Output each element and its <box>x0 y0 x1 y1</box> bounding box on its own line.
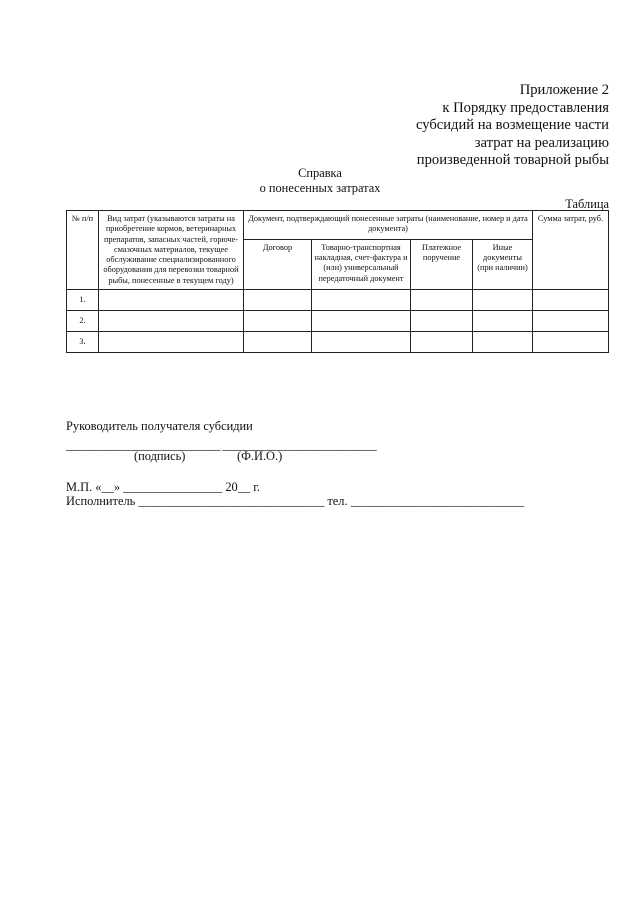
table-cell <box>312 332 411 353</box>
costs-table <box>66 210 609 353</box>
table-cell <box>473 290 533 311</box>
row-number: 3. <box>67 332 99 353</box>
header-document: Документ, подтверждающий понесенные затраты (наименование, номер и дата документа) <box>244 211 533 240</box>
table-cell <box>99 290 244 311</box>
sign-caption: (подпись) <box>134 449 186 463</box>
table-cell <box>533 332 609 353</box>
table-label: Таблица <box>565 197 609 211</box>
signature-line: ___________________________ ___________________________ <box>66 438 377 452</box>
table-cell <box>244 332 312 353</box>
table-row <box>67 290 609 311</box>
table-cell <box>312 290 411 311</box>
header-other: Иные документы (при наличии) <box>473 239 533 289</box>
phone-label: тел. <box>327 494 348 508</box>
header-contract: Договор <box>244 239 312 289</box>
table-cell <box>99 332 244 353</box>
table-cell <box>411 311 473 332</box>
table-cell <box>473 332 533 353</box>
table-row <box>67 332 609 353</box>
appendix-line: Приложение 2 <box>519 82 609 98</box>
table-cell <box>411 290 473 311</box>
phone-blank: ____________________________ <box>350 494 525 508</box>
table-cell <box>473 311 533 332</box>
executor-label: Исполнитель <box>66 494 136 508</box>
table-cell <box>533 290 609 311</box>
executor-blank: ______________________________ <box>138 494 325 508</box>
executor-line <box>66 494 524 509</box>
appendix-line: к Порядку предоставления <box>442 99 609 116</box>
table-cell <box>244 290 312 311</box>
row-number: 2. <box>67 311 99 332</box>
appendix-line: субсидий на возмещение части <box>415 117 609 133</box>
appendix-block <box>416 82 609 170</box>
name-caption: (Ф.И.О.) <box>237 449 283 463</box>
table-row <box>67 311 609 332</box>
document-title <box>0 166 640 195</box>
row-number: 1. <box>67 290 99 311</box>
title-line-2: о понесенных затратах <box>259 180 381 195</box>
head-signature-label: Руководитель получателя субсидии <box>66 419 253 433</box>
header-num: № п/п <box>67 211 99 290</box>
table-cell <box>312 311 411 332</box>
table-cell <box>411 332 473 353</box>
table-cell <box>99 311 244 332</box>
table-header-row <box>67 211 609 240</box>
header-payment: Платежное поручение <box>411 239 473 289</box>
stamp-date-line: М.П. «__» ________________ 20__ г. <box>66 480 261 494</box>
table-cell <box>533 311 609 332</box>
header-sum: Сумма затрат, руб. <box>533 211 609 290</box>
header-waybill: Товарно-транспортная накладная, счет-фактура и (или) универсальный передаточный документ <box>312 239 411 289</box>
appendix-line: произведенной товарной рыбы <box>416 152 609 168</box>
appendix-line: затрат на реализацию <box>474 134 609 151</box>
title-line-1: Справка <box>298 166 342 180</box>
header-cost-type: Вид затрат (указываются затраты на приобретение кормов, ветеринарных препаратов, запасных частей, горюче-смазочных материалов, текущее обслуживание специализированного оборудования для перевозки товарной рыбы, понесенные в текущем году) <box>99 211 244 290</box>
table-cell <box>244 311 312 332</box>
